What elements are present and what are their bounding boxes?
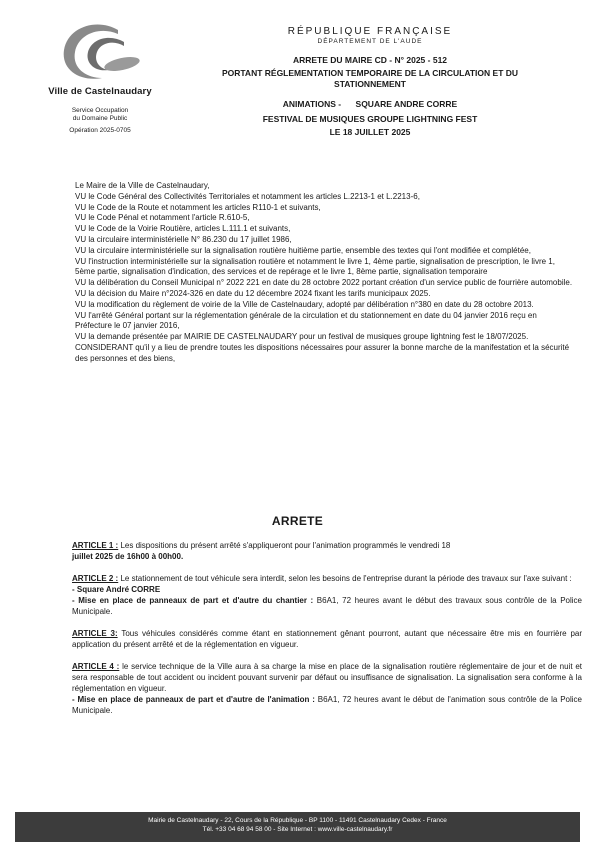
- city-branding: [40, 20, 160, 135]
- article-place: - Square André CORRE: [72, 585, 161, 594]
- preamble-line: VU la demande présentée par MAIRIE DE CASTELNAUDARY pour un festival de musiques groupe lightning fest le 18/07/2025.: [75, 332, 529, 342]
- footer-address: Mairie de Castelnaudary - 22, Cours de la République - BP 1100 - 11491 Castelnaudary Cedex - France: [148, 817, 447, 824]
- republic-title: RÉPUBLIQUE FRANÇAISE: [287, 26, 453, 37]
- article-emphasis: - Mise en place de panneaux de part et d'autre du chantier :: [72, 596, 314, 605]
- article-2: [72, 573, 582, 617]
- event-date: LE 18 JUILLET 2025: [329, 127, 411, 137]
- article-text: Tous véhicules considérés comme étant en stationnement gênant pourront, autant que nécessaire être mis en fourrière par application du présent arrêté et de la réglementation en vigueur.: [72, 629, 583, 649]
- preamble-line: VU la délibération du Conseil Municipal n° 2022 221 en date du 28 octobre 2022 portant création d'un service public de fourrière automobile.: [75, 278, 573, 288]
- article-label: ARTICLE 2 :: [72, 574, 119, 583]
- preamble-line: VU la décision du Maire n°2024-326 en date du 12 décembre 2024 fixant les tarifs municipaux 2025.: [75, 288, 431, 298]
- service-line: du Domaine Public: [72, 115, 128, 122]
- article-text: Le stationnement de tout véhicule sera interdit, selon les besoins de l'entreprise durant la période des travaux sur l'axe suivant :: [118, 574, 572, 583]
- article-label: ARTICLE 1 :: [72, 541, 119, 550]
- article-text: B6A1, 72 heures avant le début des travaux sous contrôle de la Police Municipale.: [72, 596, 582, 616]
- service-line: Opération 2025-0705: [69, 127, 131, 134]
- service-line: Service Occupation: [71, 107, 129, 114]
- article-text: le service technique de la Ville aura à sa charge la mise en place de la signalisation routière réglementaire de jour et de nuit et sera responsable de tout accident ou incident pouvant survenir par défaut ou insuffisance de signalisation. La signalisation sera conforme à la réglementation en vigueur.: [72, 662, 582, 693]
- preamble-line: VU le Code de la Voirie Routière, articles L.111.1 et suivants,: [75, 224, 291, 234]
- arrete-heading: ARRETE: [271, 514, 324, 528]
- articles-section: [72, 540, 582, 727]
- article-label: ARTICLE 4 :: [72, 662, 120, 671]
- preamble-line: Le Maire de la Ville de Castelnaudary,: [75, 181, 210, 190]
- preamble-line: VU l'instruction interministérielle sur la signalisation routière et notamment le livre 1, 4ème partie, signalisation de prescription, le livre 1, 5ème partie, signalisation d'indication, des services et de repérage et le livre 1, 8ème partie, signalisation temporaire: [75, 256, 555, 277]
- article-label: ARTICLE 3:: [72, 629, 118, 638]
- department-subtitle: DÉPARTEMENT DE L'AUDE: [317, 38, 423, 45]
- preamble-line: VU la circulaire interministérielle N° 86.230 du 17 juillet 1986,: [75, 234, 292, 244]
- animation-label: ANIMATIONS -: [282, 99, 342, 109]
- footer-contact: Tél. +33 04 68 94 58 00 - Site Internet : www.ville-castelnaudary.fr: [202, 826, 393, 833]
- decree-subject-line: PORTANT RÉGLEMENTATION TEMPORAIRE DE LA CIRCULATION ET DU: [221, 68, 519, 78]
- article-emphasis: - Mise en place de panneaux de part et d'autre de l'animation :: [72, 695, 315, 704]
- preamble-line: VU le Code Pénal et notamment l'article R.610-5,: [75, 213, 250, 223]
- preamble-line: VU l'arrêté Général portant sur la réglementation générale de la circulation et du stationnement en date du 04 janvier 2016 reçu en Préfecture le 07 janvier 2016,: [75, 310, 537, 331]
- article-4: [72, 661, 582, 716]
- city-name: Ville de Castelnaudary: [48, 86, 152, 97]
- article-text: Les dispositions du présent arrêté s'appliqueront pour l'animation programmés le vendredi 18: [118, 541, 451, 550]
- animation-line: [170, 99, 570, 109]
- legal-preamble: [75, 181, 575, 365]
- article-text: B6A1, 72 heures avant le début de l'animation sous contrôle de la Police Municipale.: [72, 695, 583, 715]
- city-logo-icon: [58, 20, 142, 84]
- address-footer: [15, 812, 580, 842]
- preamble-line: CONSIDERANT qu'il y a lieu de prendre toutes les dispositions nécessaires pour assurer la bonne marche de la manifestation et la sécurité des personnes et des biens,: [75, 342, 570, 363]
- decree-header: [170, 26, 570, 137]
- animation-place: SQUARE ANDRE CORRE: [355, 99, 458, 109]
- festival-title: FESTIVAL DE MUSIQUES GROUPE LIGHTNING FEST: [262, 114, 478, 124]
- decree-subject-line: STATIONNEMENT: [334, 79, 406, 89]
- preamble-line: VU la circulaire interministérielle sur la signalisation routière huitième partie, ensemble des textes qui l'ont modifiée et complétée,: [75, 245, 531, 255]
- preamble-line: VU la modification du règlement de voirie de la Ville de Castelnaudary, adopté par délibération n°380 en date du 28 octobre 2013.: [75, 299, 534, 309]
- article-3: [72, 628, 582, 650]
- preamble-line: VU le Code Général des Collectivités Territoriales et notamment les articles L.2213-1 et L.2213-6,: [75, 191, 420, 201]
- preamble-line: VU le Code de la Route et notamment les articles R110-1 et suivants,: [75, 202, 321, 212]
- article-1: [72, 540, 582, 562]
- article-emphasis: juillet 2025 de 16h00 à 00h00.: [72, 552, 184, 561]
- service-block: [40, 107, 160, 135]
- decree-number: ARRETE DU MAIRE CD - N° 2025 - 512: [292, 55, 448, 65]
- decree-subject: [170, 68, 570, 90]
